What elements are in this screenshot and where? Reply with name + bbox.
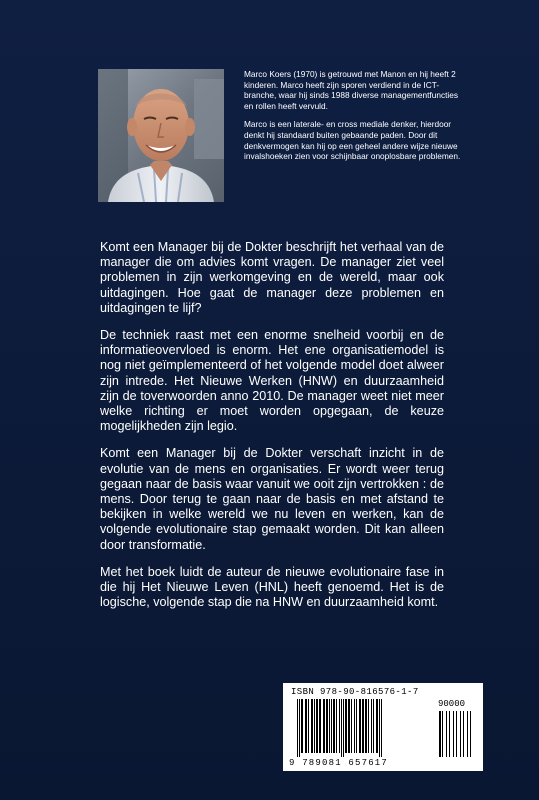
author-bio-paragraph: Marco Koers (1970) is getrouwd met Manon en hij heeft 2 kinderen. Marco heeft zijn sporen verdiend in de ICT-branche, waar hij sinds 1988 diverse managementfuncties en rollen heeft vervuld. xyxy=(244,69,458,111)
barcode-digits: 9 789081 657617 xyxy=(289,758,389,768)
blurb-paragraph: Met het boek luidt de auteur de nieuwe evolutionaire fase in die hij Het Nieuwe Leven (HNL) heeft genoemd. Het is de logische, volgende stap die na HNW en duurzaamheid komt. xyxy=(100,564,444,610)
isbn-barcode xyxy=(283,683,483,771)
blurb-paragraph: Komt een Manager bij de Dokter beschrijft het verhaal van de manager die om advies komt vragen. De manager ziet veel problemen in zijn werkomgeving en de wereld, maar ook uitdagingen. Hoe gaat de manager deze problemen en uitdagingen te lijf? xyxy=(100,240,444,315)
author-portrait-image xyxy=(98,69,224,202)
author-bio-paragraph: Marco is een laterale- en cross mediale denker, hierdoor denkt hij standaard buiten gebaande paden. Door dit denkvermogen kan hij op een geheel andere wijze nieuwe invalshoeken zien voor schijnbaar onoplosbare problemen. xyxy=(244,119,461,162)
author-photo xyxy=(98,69,224,202)
isbn-label: ISBN 978-90-816576-1-7 xyxy=(291,687,419,697)
book-blurb xyxy=(100,240,444,622)
barcode-addon-digits: 90000 xyxy=(438,699,466,709)
author-bio xyxy=(244,69,466,170)
blurb-paragraph: De techniek raast met een enorme snelheid voorbij en de informatieovervloed is enorm. Het ene organisatiemodel is nog niet geïmplementeerd of het volgende model doet alweer zijn intrede. Het Nieuwe Werken (HNW) en duurzaamheid zijn de toverwoorden anno 2010. De manager weet niet meer welke richting er moet worden opgegaan, de keuze mogelijkheden zijn legio. xyxy=(100,328,444,434)
blurb-paragraph: Komt een Manager bij de Dokter verschaft inzicht in de evolutie van de mens en organisaties. Er wordt weer terug gegaan naar de basis waar vanuit we ooit zijn vertrokken : de mens. Door terug te gaan naar de basis en met afstand te bekijken in welke wereld we nu leven en werken, kan de volgende evolutionaire stap gemaakt worden. Dit kan alleen door transformatie. xyxy=(100,446,444,552)
